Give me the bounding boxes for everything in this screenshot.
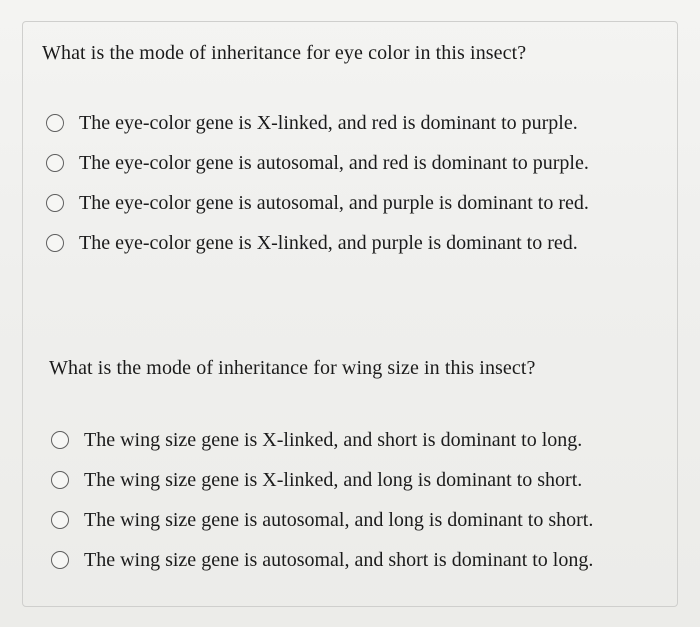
radio-button-icon[interactable] — [46, 194, 64, 212]
wing-size-option-4[interactable] — [51, 540, 593, 580]
wing-size-option-1[interactable] — [51, 420, 593, 460]
option-label: The eye-color gene is X-linked, and red is dominant to purple. — [79, 112, 578, 134]
radio-button-icon[interactable] — [46, 234, 64, 252]
radio-button-icon[interactable] — [46, 114, 64, 132]
eye-color-option-1[interactable] — [46, 103, 589, 143]
radio-button-icon[interactable] — [46, 154, 64, 172]
option-label: The eye-color gene is autosomal, and purple is dominant to red. — [79, 192, 589, 214]
option-label: The eye-color gene is autosomal, and red is dominant to purple. — [79, 152, 589, 174]
option-label: The wing size gene is autosomal, and long is dominant to short. — [84, 509, 594, 531]
option-label: The wing size gene is X-linked, and long is dominant to short. — [84, 469, 583, 491]
quiz-card — [22, 21, 678, 607]
eye-color-options — [46, 103, 589, 263]
radio-button-icon[interactable] — [51, 431, 69, 449]
question-eye-color: What is the mode of inheritance for eye color in this insect? — [42, 42, 527, 64]
eye-color-option-2[interactable] — [46, 143, 589, 183]
wing-size-option-2[interactable] — [51, 460, 593, 500]
radio-button-icon[interactable] — [51, 551, 69, 569]
wing-size-options — [51, 420, 593, 580]
radio-button-icon[interactable] — [51, 471, 69, 489]
option-label: The wing size gene is X-linked, and short is dominant to long. — [84, 429, 583, 451]
wing-size-option-3[interactable] — [51, 500, 593, 540]
option-label: The wing size gene is autosomal, and short is dominant to long. — [84, 549, 594, 571]
eye-color-option-4[interactable] — [46, 223, 589, 263]
radio-button-icon[interactable] — [51, 511, 69, 529]
option-label: The eye-color gene is X-linked, and purple is dominant to red. — [79, 232, 578, 254]
eye-color-option-3[interactable] — [46, 183, 589, 223]
question-wing-size: What is the mode of inheritance for wing size in this insect? — [49, 357, 536, 379]
